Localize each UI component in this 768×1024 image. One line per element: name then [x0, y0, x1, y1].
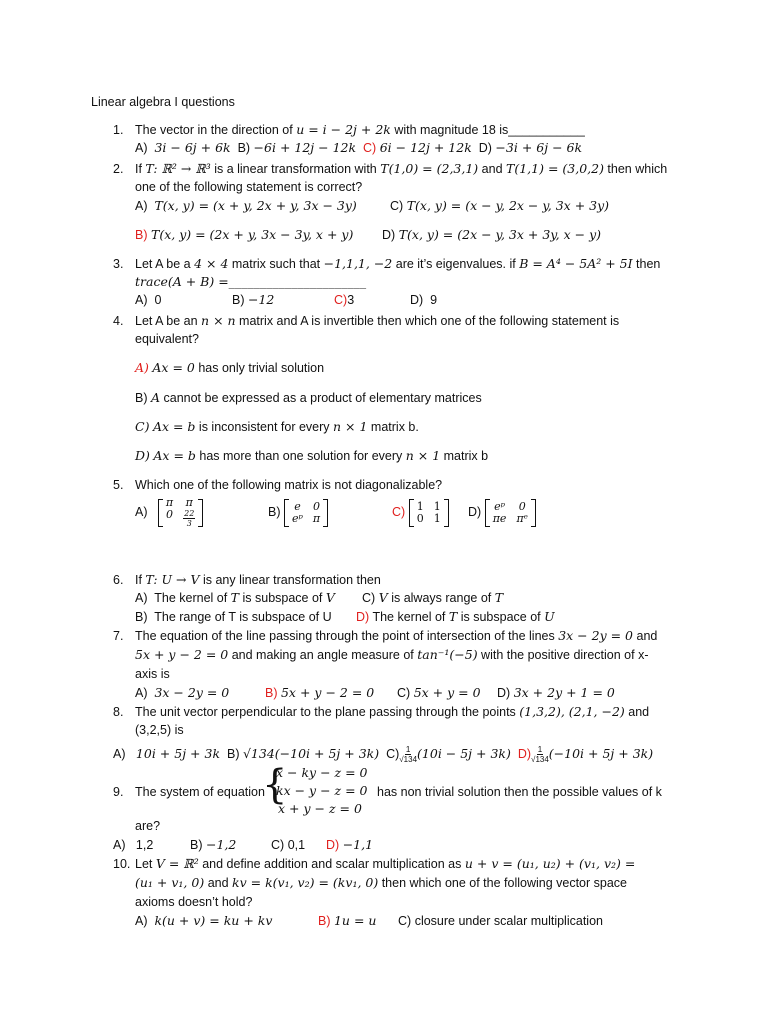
option-a: A) π π 0 $\frac{22}{3}$ [135, 497, 203, 528]
question-number: 10. [113, 857, 131, 871]
question-10: 10. Let V = ℝ² and define addition and scalar multiplication as u + v = (u₁, u₂) + (v₁, v₂) = [113, 856, 636, 871]
equation-2: kx − y − z = 0 [276, 783, 368, 798]
option-d: D) 3x + 2y + 1 = 0 [497, 685, 615, 700]
option-a: A) 3x − 2y = 0 [135, 685, 230, 700]
option-d: D) T(x, y) = (2x − y, 3x + 3y, x − y) [382, 227, 602, 242]
equation-3: x + y − z = 0 [278, 801, 362, 816]
question-2-cont: one of the following statement is correct? [135, 180, 363, 194]
matrix: π π 0 $\frac{22}{3}$ [158, 497, 203, 528]
option-d: D) −3i + 6j − 6k [478, 140, 583, 155]
question-number: 2. [113, 162, 124, 176]
question-7-cont2: axis is [135, 667, 170, 681]
question-number: 8. [113, 705, 124, 719]
question-number: 9. [113, 785, 124, 799]
option-b: B) −1,2 [190, 837, 237, 852]
question-number: 7. [113, 629, 124, 643]
system-brace: { [262, 762, 288, 808]
option-b: B) −12 [232, 292, 275, 307]
option-b: B) √134(−10i + 5j + 3k) [226, 746, 380, 761]
option-c: C) V is always range of T [362, 590, 504, 605]
question-4-cont: equivalent? [135, 332, 199, 346]
question-10-cont: (u₁ + v₁, 0) and kv = k(v₁, v₂) = (kv₁, 0) then which one of the following vector space [135, 875, 627, 890]
option-d-answer: D) The kernel of T is subspace of U [356, 609, 555, 624]
question-text: with magnitude 18 is___________ [390, 123, 585, 137]
question-8: 8. The unit vector perpendicular to the plane passing through the points (1,3,2), (2,1, −2) and [113, 704, 650, 719]
question-3-cont: trace(A + B) =______________________ [135, 274, 367, 289]
question-3: 3. Let A be a 4 × 4 matrix such that −1,1,1, −2 are it’s eigenvalues. if B = A⁴ − 5A² + 5I then [113, 256, 661, 271]
question-1 [113, 122, 585, 138]
math-expr: u = i − 2j + 2k [296, 122, 391, 137]
question-number: 3. [113, 257, 124, 271]
question-number: 4. [113, 314, 124, 328]
option-c: C) 5x + y = 0 [397, 685, 481, 700]
option-a: A) k(u + v) = ku + kv [135, 913, 273, 928]
question-9-cont: has non trivial solution then the possible values of k [377, 785, 662, 799]
option-c-answer: C) 6i − 12j + 12k [363, 140, 472, 155]
option-b: B) A cannot be expressed as a product of elementary matrices [135, 390, 482, 405]
matrix: 1 1 0 1 [409, 499, 449, 527]
question-2: 2. If T: ℝ² → ℝ³ is a linear transformation with T(1,0) = (2,3,1) and T(1,1) = (3,0,2) then which [113, 161, 668, 176]
option-b-answer: B) T(x, y) = (2x + y, 3x − 3y, x + y) [135, 227, 354, 242]
option-c: C) $\frac{1}{√134}$ (10i − 5j + 3k) [386, 745, 511, 765]
question-4: 4. Let A be an n × n matrix and A is invertible then which one of the following statement is [113, 313, 620, 328]
option-d: D) Ax = b has more than one solution for every n × 1 matrix b [135, 448, 489, 463]
question-text: The vector in the direction of [135, 123, 297, 137]
q8-options [113, 743, 653, 765]
option-c: C) T(x, y) = (x − y, 2x − y, 3x + 3y) [390, 198, 610, 213]
option-b: B) The range of T is subspace of U [135, 610, 332, 624]
matrix: eᵖ 0 πe πᵉ [485, 499, 536, 527]
option-a: A) 3i − 6j + 6k [135, 140, 231, 155]
equation-1: x − ky − z = 0 [276, 765, 368, 780]
option-c-answer: C) 1 1 0 1 [392, 497, 449, 527]
option-b-answer: B) 5x + y − 2 = 0 [265, 685, 375, 700]
question-7-cont: 5x + y − 2 = 0 and making an angle measure of tan⁻¹(−5) with the positive direction of x- [135, 647, 649, 662]
option-a: A) 1,2 [113, 838, 154, 852]
question-number: 1. [113, 123, 124, 137]
question-7: 7. The equation of the line passing through the point of intersection of the lines 3x − 2y = 0 and [113, 628, 658, 643]
question-number: 5. [113, 478, 124, 492]
q1-options [135, 140, 582, 156]
question-10-cont2: axioms doesn’t hold? [135, 895, 253, 909]
option-c: C) 0,1 [271, 838, 306, 852]
question-9: 9. The system of equation [113, 785, 265, 799]
option-a: A) The kernel of T is subspace of V [135, 590, 335, 605]
option-d-answer: D) $\frac{1}{√134}$ (−10i + 5j + 3k) [517, 745, 654, 765]
option-b-answer: B) 1u = u [318, 913, 377, 928]
option-d-answer: D) −1,1 [326, 837, 374, 852]
option-a: A) 10i + 5j + 3k [113, 746, 221, 761]
option-c-answer: C)3 [334, 293, 355, 307]
question-8-cont: (3,2,5) is [135, 723, 184, 737]
option-d: D) 9 [410, 293, 438, 307]
option-b: B) e 0 eᵖ π [268, 497, 328, 527]
option-a: A) T(x, y) = (x + y, 2x + y, 3x − 3y) [135, 198, 357, 213]
question-9-cont2: are? [135, 819, 161, 833]
option-c: C) Ax = b is inconsistent for every n × 1 matrix b. [135, 419, 419, 434]
document-title: Linear algebra I questions [91, 95, 235, 109]
question-6: 6. If T: U → V is any linear transformation then [113, 572, 381, 587]
question-5: 5. Which one of the following matrix is not diagonalizable? [113, 478, 443, 492]
option-d: D) eᵖ 0 πe πᵉ [468, 497, 536, 527]
question-number: 6. [113, 573, 124, 587]
option-a: A) 0 [135, 293, 162, 307]
option-b: B) −6i + 12j − 12k [237, 140, 357, 155]
option-a-answer: A) Ax = 0 has only trivial solution [135, 360, 325, 375]
option-c: C) closure under scalar multiplication [398, 914, 603, 928]
matrix: e 0 eᵖ π [284, 499, 328, 527]
